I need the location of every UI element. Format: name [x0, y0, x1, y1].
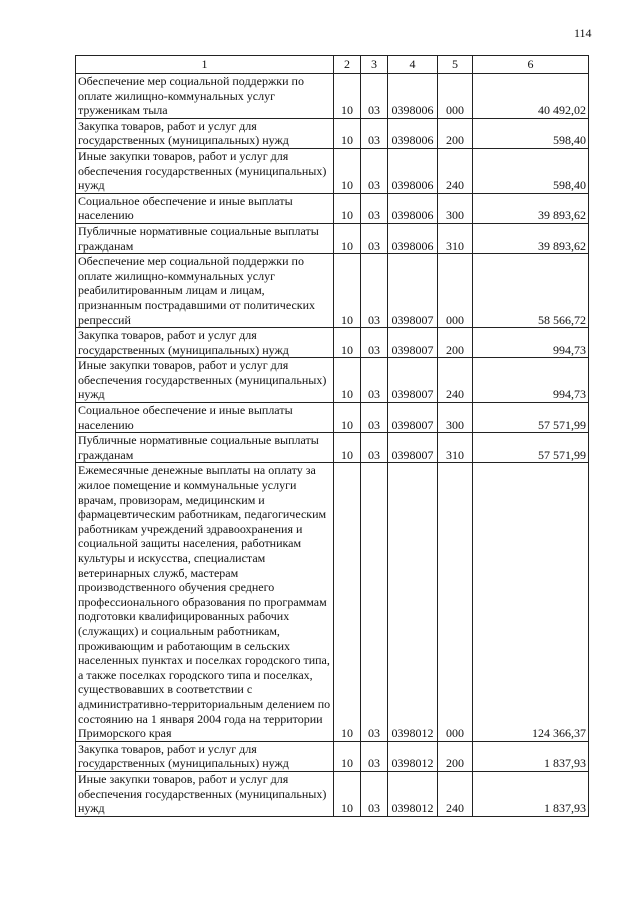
row-target-code: 0398006 [388, 148, 438, 193]
row-subsection: 03 [361, 741, 388, 771]
row-section: 10 [334, 328, 361, 358]
row-amount: 1 837,93 [473, 741, 589, 771]
row-target-code: 0398007 [388, 254, 438, 328]
row-expense-kind: 310 [438, 223, 473, 253]
row-subsection: 03 [361, 74, 388, 119]
header-col-5: 5 [438, 56, 473, 74]
row-name: Иные закупки товаров, работ и услуг для обеспечения государственных (муниципальных) нужд [76, 358, 334, 403]
header-col-4: 4 [388, 56, 438, 74]
row-section: 10 [334, 223, 361, 253]
header-row [76, 56, 589, 74]
row-expense-kind: 300 [438, 193, 473, 223]
row-expense-kind: 240 [438, 148, 473, 193]
row-amount: 39 893,62 [473, 193, 589, 223]
row-subsection: 03 [361, 433, 388, 463]
table-row [76, 403, 589, 433]
row-subsection: 03 [361, 403, 388, 433]
row-target-code: 0398006 [388, 223, 438, 253]
row-section: 10 [334, 254, 361, 328]
row-section: 10 [334, 463, 361, 741]
row-target-code: 0398007 [388, 403, 438, 433]
table-row [76, 433, 589, 463]
row-name: Обеспечение мер социальной поддержки по оплате жилищно-коммунальных услуг реабилитированным лицам и лицам, признанным пострадавшими от политических репрессий [76, 254, 334, 328]
row-name: Публичные нормативные социальные выплаты гражданам [76, 223, 334, 253]
header-col-6: 6 [473, 56, 589, 74]
table-row [76, 741, 589, 771]
row-amount: 58 566,72 [473, 254, 589, 328]
row-name: Закупка товаров, работ и услуг для государственных (муниципальных) нужд [76, 328, 334, 358]
row-section: 10 [334, 193, 361, 223]
table-row [76, 771, 589, 816]
row-target-code: 0398012 [388, 771, 438, 816]
row-target-code: 0398006 [388, 118, 438, 148]
row-amount: 124 366,37 [473, 463, 589, 741]
row-expense-kind: 200 [438, 328, 473, 358]
table-row [76, 223, 589, 253]
table-row [76, 328, 589, 358]
row-name: Публичные нормативные социальные выплаты гражданам [76, 433, 334, 463]
row-section: 10 [334, 433, 361, 463]
row-subsection: 03 [361, 223, 388, 253]
row-expense-kind: 240 [438, 358, 473, 403]
row-subsection: 03 [361, 358, 388, 403]
table-row [76, 358, 589, 403]
row-section: 10 [334, 403, 361, 433]
row-name: Социальное обеспечение и иные выплаты населению [76, 193, 334, 223]
row-expense-kind: 200 [438, 118, 473, 148]
row-section: 10 [334, 358, 361, 403]
row-amount: 57 571,99 [473, 403, 589, 433]
table-row [76, 148, 589, 193]
row-subsection: 03 [361, 771, 388, 816]
page-number: 114 [574, 26, 592, 40]
table-row [76, 254, 589, 328]
row-amount: 994,73 [473, 358, 589, 403]
row-expense-kind: 310 [438, 433, 473, 463]
row-subsection: 03 [361, 148, 388, 193]
row-amount: 598,40 [473, 148, 589, 193]
row-target-code: 0398012 [388, 741, 438, 771]
row-amount: 994,73 [473, 328, 589, 358]
row-target-code: 0398006 [388, 193, 438, 223]
row-amount: 39 893,62 [473, 223, 589, 253]
table-row [76, 193, 589, 223]
header-col-1: 1 [76, 56, 334, 74]
row-name: Иные закупки товаров, работ и услуг для обеспечения государственных (муниципальных) нужд [76, 148, 334, 193]
budget-table [75, 55, 589, 817]
row-subsection: 03 [361, 118, 388, 148]
row-section: 10 [334, 74, 361, 119]
row-name: Обеспечение мер социальной поддержки по оплате жилищно-коммунальных услуг труженикам тыла [76, 74, 334, 119]
table-row [76, 118, 589, 148]
row-amount: 1 837,93 [473, 771, 589, 816]
row-section: 10 [334, 741, 361, 771]
table-row [76, 463, 589, 741]
row-target-code: 0398007 [388, 433, 438, 463]
row-subsection: 03 [361, 328, 388, 358]
row-target-code: 0398007 [388, 328, 438, 358]
row-subsection: 03 [361, 254, 388, 328]
row-expense-kind: 000 [438, 254, 473, 328]
row-name: Закупка товаров, работ и услуг для государственных (муниципальных) нужд [76, 118, 334, 148]
row-name: Социальное обеспечение и иные выплаты населению [76, 403, 334, 433]
row-amount: 40 492,02 [473, 74, 589, 119]
row-name: Иные закупки товаров, работ и услуг для обеспечения государственных (муниципальных) нужд [76, 771, 334, 816]
row-target-code: 0398007 [388, 358, 438, 403]
row-name: Ежемесячные денежные выплаты на оплату за жилое помещение и коммунальные услуги врачам, провизорам, медицинским и фармацевтическим работникам, педагогическим работникам учреждений здравоохранения и социальной защиты населения, работникам культуры и искусства, специалистам ветеринарных служб, мастерам производственного обучения среднего профессионального образования по программам подготовки квалифицированных рабочих (служащих) и социальным работникам, проживающим и работающим в сельских населенных пунктах и поселках городского типа, а также поселках городского типа и поселках, существовавших в соответствии с административно-территориальным делением по состоянию на 1 января 2004 года на территории Приморского края [76, 463, 334, 741]
header-col-2: 2 [334, 56, 361, 74]
table-row [76, 74, 589, 119]
row-subsection: 03 [361, 463, 388, 741]
row-expense-kind: 300 [438, 403, 473, 433]
row-subsection: 03 [361, 193, 388, 223]
header-col-3: 3 [361, 56, 388, 74]
row-amount: 598,40 [473, 118, 589, 148]
row-expense-kind: 240 [438, 771, 473, 816]
row-section: 10 [334, 118, 361, 148]
row-amount: 57 571,99 [473, 433, 589, 463]
row-target-code: 0398012 [388, 463, 438, 741]
row-section: 10 [334, 148, 361, 193]
row-name: Закупка товаров, работ и услуг для государственных (муниципальных) нужд [76, 741, 334, 771]
row-target-code: 0398006 [388, 74, 438, 119]
row-expense-kind: 200 [438, 741, 473, 771]
row-expense-kind: 000 [438, 74, 473, 119]
row-expense-kind: 000 [438, 463, 473, 741]
row-section: 10 [334, 771, 361, 816]
